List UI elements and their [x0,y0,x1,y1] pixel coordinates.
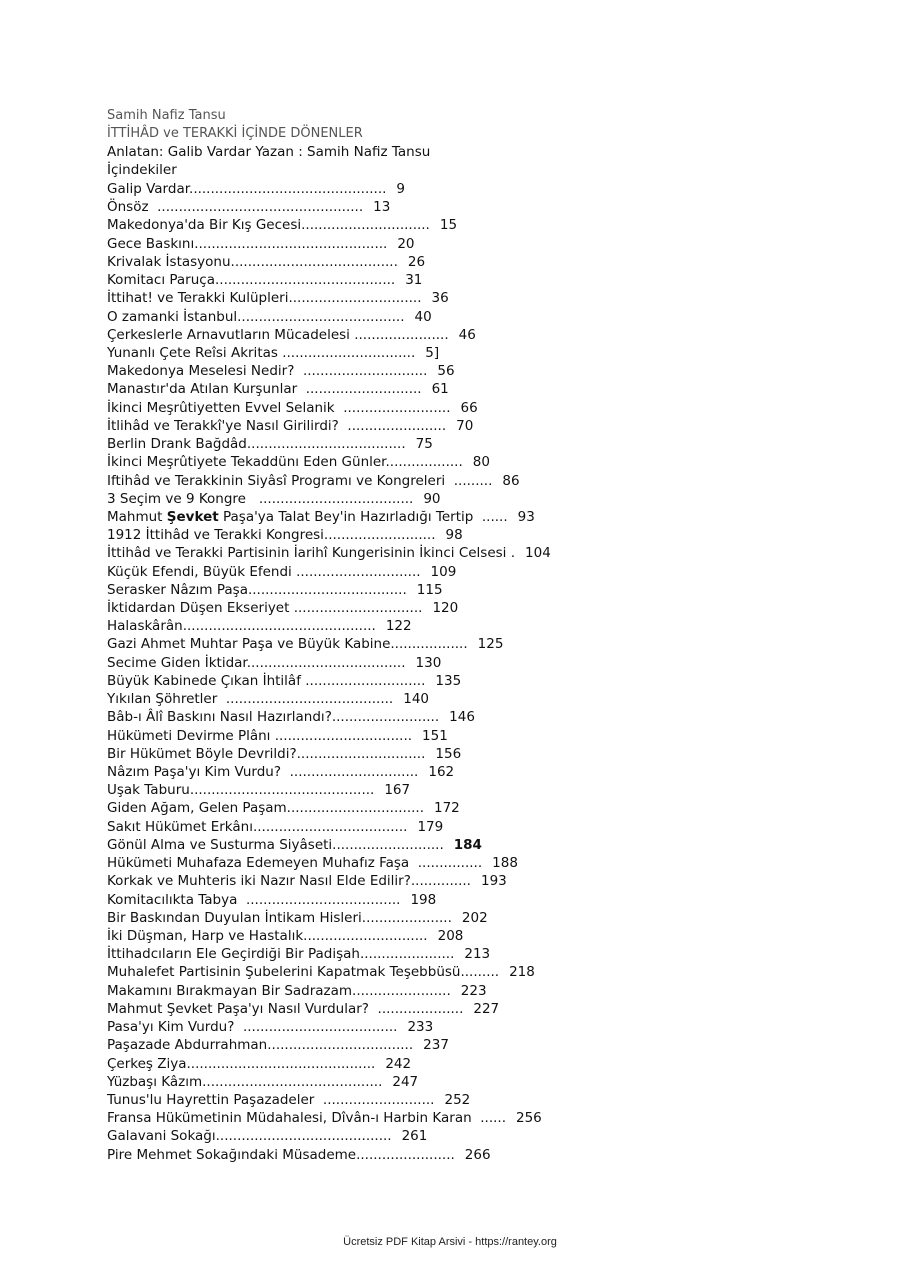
toc-entry [107,490,551,508]
toc-page-number: 66 [460,399,478,416]
toc-entry-title: Sakıt Hükümet Erkânı.................................... [107,818,408,835]
toc-page-number: 237 [423,1037,449,1054]
toc-page-number: 13 [373,199,391,216]
toc-entry-title: Komitacı Paruça.......................................... [107,272,396,289]
toc-entry [107,927,551,945]
toc-entry-title: Secime Giden İktidar..................................... [107,654,406,671]
toc-entry [107,635,551,653]
toc-entry [107,271,551,289]
toc-entry-title: Yıkılan Şöhretler ....................................... [107,691,394,708]
toc-entry [107,872,551,890]
toc-page-number: 188 [492,855,518,872]
toc-entry [107,891,551,909]
toc-entry [107,289,551,307]
toc-entry-title: İttihat! ve Terakki Kulüpleri............................... [107,290,422,307]
toc-entry-title: Makamını Bırakmayan Bir Sadrazam....................... [107,982,451,999]
toc-page-number: 122 [385,618,412,635]
toc-entry-title: Gazi Ahmet Muhtar Paşa ve Büyük Kabine.................. [107,636,468,653]
toc-entry-title: Giden Ağam, Gelen Paşam................................ [107,800,424,817]
toc-page-number: 115 [416,581,443,598]
footer-text: Ücretsiz PDF Kitap Arsivi - https://rantey.org [343,1236,557,1248]
toc-entry-title: 3 Seçim ve 9 Kongre .................................... [107,490,414,507]
toc-page-number: 266 [464,1146,491,1163]
toc-entry [107,180,551,198]
toc-entry [107,818,551,836]
toc-page-number: 20 [397,235,415,252]
toc-page-number: 56 [437,363,455,380]
toc-entry [107,362,551,380]
toc-page-number: 104 [525,545,551,562]
toc-page-number: 135 [435,672,462,689]
toc-entry [107,1073,551,1091]
toc-entry [107,672,551,690]
toc-page-number: 223 [460,982,487,999]
toc-entry-title: Berlin Drank Bağdâd..................................... [107,436,406,453]
toc-page-number: 193 [480,873,507,890]
toc-entry [107,982,551,1000]
toc-page-number: 208 [437,927,464,944]
toc-page-number: 179 [417,818,444,835]
toc-entry-title: 1912 İttihâd ve Terakki Kongresi.......................... [107,527,436,544]
toc-entry-title: İkinci Meşrûtiyetten Evvel Selanik ......................... [107,399,451,416]
toc-entry [107,781,551,799]
book-title: İTTİHÂD ve TERAKKİ İÇİNDE DÖNENLER [107,126,363,141]
toc-entry-title: Uşak Taburu........................................... [107,782,375,799]
toc-page-number: 40 [414,308,432,325]
toc-entry-title: Iftihâd ve Terakkinin Siyâsî Programı ve Kongreleri ......... [107,472,493,489]
toc-page-number: 46 [458,326,476,343]
toc-page-number: 36 [431,290,449,307]
toc-page-number: 86 [502,472,520,489]
toc-entry [107,399,551,417]
toc-page-number: 172 [434,800,460,817]
toc-entry [107,763,551,781]
toc-entry [107,1018,551,1036]
toc-entry [107,1000,551,1018]
toc-entry [107,544,551,562]
toc-entry-title: Önsöz ................................................ [107,199,364,216]
toc-entry [107,745,551,763]
toc-entry [107,854,551,872]
toc-entry [107,235,551,253]
toc-page-number: 218 [509,964,535,981]
toc-entry [107,1091,551,1109]
toc-entry-emphasis: Şevket [166,508,219,525]
toc-entry-title: Tunus'lu Hayrettin Paşazadeler .......................... [107,1091,435,1108]
toc-entry [107,727,551,745]
toc-entry [107,690,551,708]
toc-page-number: 130 [415,654,442,671]
toc-page-number: 15 [439,217,458,234]
toc-entry-title: Çerkeslerle Arnavutların Mücadelesi ...................... [107,326,449,343]
toc-page-number: 247 [392,1073,419,1090]
toc-entry-title: Pire Mehmet Sokağındaki Müsademe....................... [107,1146,455,1163]
toc-page-number: 120 [432,600,459,617]
toc-entry-title: Yunanlı Çete Reîsi Akritas ............................... [107,344,416,361]
toc-entry [107,945,551,963]
toc-page-number: 125 [477,636,504,653]
toc-page-number: 109 [430,563,457,580]
toc-entry [107,417,551,435]
toc-page-number: 93 [517,508,535,525]
toc-entry [107,508,551,526]
toc-entry [107,344,551,362]
toc-page-number: 90 [423,490,441,507]
toc-entry [107,1055,551,1073]
toc-page-number: 98 [445,527,463,544]
toc-entry [107,1127,551,1145]
toc-page-number: 256 [516,1110,542,1127]
toc-entry-title: Korkak ve Muhteris iki Nazır Nasıl Elde Edilir?.............. [107,873,471,890]
toc-entry [107,909,551,927]
toc-entry-title: Muhalefet Partisinin Şubelerini Kapatmak Teşebbüsü......... [107,964,500,981]
toc-page-number: 80 [472,454,490,471]
toc-entry-title: Hükümeti Muhafaza Edemeyen Muhafız Faşa ............... [107,855,483,872]
toc-entry-title: Nâzım Paşa'yı Kim Vurdu? .............................. [107,764,419,780]
toc-entry-title: Krivalak İstasyonu....................................... [107,253,398,270]
toc-entry-title: Makedonya Meselesi Nedir? ............................. [107,363,428,380]
toc-entry-title: İkinci Meşrûtiyete Tekaddünı Eden Günler.................. [107,454,463,471]
table-of-contents [107,180,551,1164]
toc-entry [107,599,551,617]
toc-entry-title: İttihadcıların Ele Geçirdiği Bir Padişah...................... [107,946,455,963]
toc-entry [107,435,551,453]
toc-entry [107,308,551,326]
toc-entry-title: O zamanki İstanbul....................................... [107,308,405,325]
toc-page-number: 70 [456,417,474,434]
toc-entry-title: Galavani Sokağı......................................... [107,1128,392,1145]
toc-entry [107,380,551,398]
toc-entry [107,216,551,234]
toc-entry-title: Bir Hükümet Böyle Devrildi?.............................. [107,745,426,762]
toc-page-number: 202 [461,909,488,926]
toc-entry-title: Gönül Alma ve Susturma Siyâseti.......................... [107,836,444,853]
toc-heading: İçindekiler [107,162,177,179]
toc-entry-title: Çerkeş Ziya............................................ [107,1055,376,1072]
toc-page-number: 227 [473,1000,500,1017]
toc-page-number: 252 [444,1091,471,1108]
toc-entry [107,581,551,599]
toc-entry-title: Yüzbaşı Kâzım.......................................... [107,1073,383,1090]
toc-entry [107,526,551,544]
toc-entry [107,326,551,344]
toc-entry [107,799,551,817]
toc-entry-title: Galip Vardar.............................................. [107,181,387,197]
toc-entry [107,253,551,271]
toc-entry-title: İtlihâd ve Terakkî'ye Nasıl Girilirdi? ....................... [107,417,447,434]
toc-entry-title-cont: Paşa'ya Talat Bey'in Hazırladığı Tertip ...... [218,508,508,525]
toc-entry [107,1109,551,1127]
toc-page-number: 213 [464,946,491,963]
toc-page-number: 162 [428,764,455,780]
toc-entry-title: Paşazade Abdurrahman.................................. [107,1037,414,1054]
toc-page-number: 5] [425,344,440,361]
toc-entry-title: Mahmut Şevket Paşa'yı Nasıl Vurdular? .................... [107,1000,464,1017]
toc-entry-title: Bir Baskından Duyulan İntikam Hisleri..................... [107,909,452,926]
toc-entry-title: Gece Baskını............................................. [107,235,388,252]
toc-entry-title: Halaskârân............................................. [107,618,376,635]
narrator-line: Anlatan: Galib Vardar Yazan : Samih Nafiz Tansu [107,144,431,160]
toc-entry-title: Makedonya'da Bir Kış Gecesi.............................. [107,217,430,234]
toc-page-number: 151 [422,727,448,744]
book-header [107,107,430,179]
toc-entry-title: Serasker Nâzım Paşa..................................... [107,581,407,598]
toc-entry-title: Fransa Hükümetinin Müdahalesi, Dîvân-ı Harbin Karan ...... [107,1110,506,1127]
toc-entry [107,1036,551,1054]
toc-page-number: 9 [396,181,406,197]
toc-page-number: 167 [384,782,411,799]
toc-page-number: 156 [435,745,462,762]
toc-entry [107,654,551,672]
toc-entry-title: Manastır'da Atılan Kurşunlar ........................... [107,381,422,398]
toc-entry-title: İttihâd ve Terakki Partisinin İarihî Kungerisinin İkinci Celsesi . [107,545,516,562]
toc-page-number: 146 [449,709,475,726]
toc-page-number: 26 [407,253,426,270]
toc-entry-title: İktidardan Düşen Ekseriyet .............................. [107,600,423,617]
toc-entry-title: Pasa'yı Kim Vurdu? .................................... [107,1019,398,1036]
toc-page-number: 31 [405,272,423,289]
toc-entry [107,836,551,854]
toc-page-number: 140 [403,691,430,708]
toc-entry [107,563,551,581]
toc-page-number: 184 [453,836,482,853]
toc-page-number: 61 [431,381,449,398]
toc-entry [107,708,551,726]
toc-entry [107,198,551,216]
toc-page-number: 233 [407,1019,434,1036]
toc-entry [107,472,551,490]
toc-entry [107,617,551,635]
toc-entry-title: Mahmut [107,508,167,525]
toc-entry-title: Hükümeti Devirme Plânı ................................ [107,727,413,744]
toc-page-number: 261 [401,1128,428,1145]
toc-entry [107,453,551,471]
author-name: Samih Nafiz Tansu [107,108,226,123]
toc-entry-title: Komitacılıkta Tabya .................................... [107,891,401,908]
toc-entry-title: Büyük Kabinede Çıkan İhtilâf ............................ [107,672,426,689]
toc-entry-title: Küçük Efendi, Büyük Efendi ............................. [107,563,421,580]
toc-page-number: 75 [415,436,433,453]
toc-entry-title: Bâb-ı Âlî Baskını Nasıl Hazırlandı?......................... [107,709,440,726]
toc-entry [107,963,551,981]
toc-entry-title: İki Düşman, Harp ve Hastalık............................. [107,927,428,944]
toc-page-number: 242 [385,1055,412,1072]
toc-entry [107,1146,551,1164]
toc-page-number: 198 [410,891,437,908]
